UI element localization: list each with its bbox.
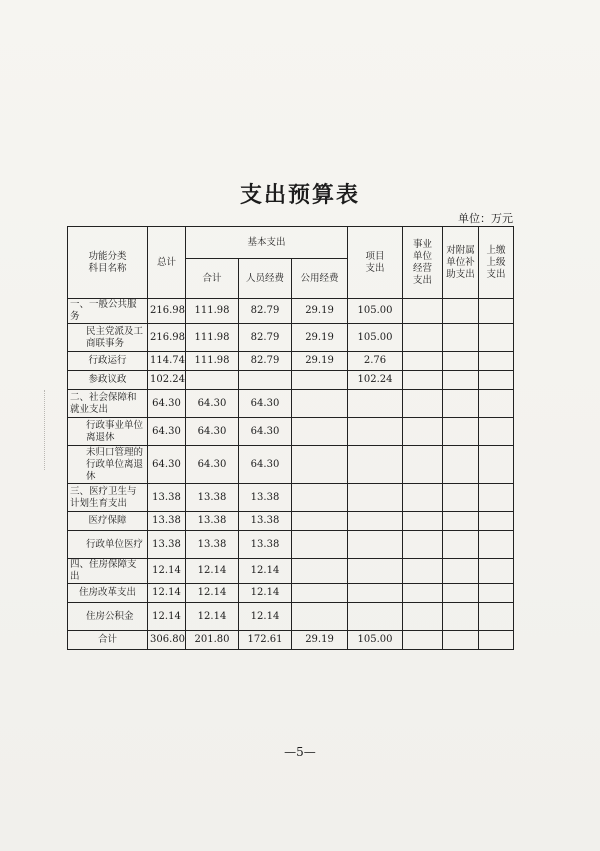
cell-subsidy: [443, 631, 479, 650]
cell-subsidy: [443, 512, 479, 531]
row-category-name: 住房改革支出: [68, 584, 148, 603]
cell-total: 12.14: [148, 603, 186, 631]
cell-personnel: 82.79: [239, 299, 292, 324]
cell-project: [348, 390, 403, 418]
table-row: [68, 584, 514, 603]
cell-total: 12.14: [148, 584, 186, 603]
table-row: [68, 531, 514, 559]
cell-personnel: 13.38: [239, 512, 292, 531]
unit-label: 单位：万元: [458, 212, 513, 225]
cell-public: [292, 484, 348, 512]
cell-enterprise: [403, 631, 443, 650]
cell-subsidy: [443, 324, 479, 352]
row-category-name: 三、医疗卫生与计划生育支出: [68, 484, 148, 512]
table-row: [68, 299, 514, 324]
row-category-name: 合计: [68, 631, 148, 650]
header-public: 公用经费: [292, 259, 348, 299]
cell-project: [348, 418, 403, 446]
cell-total: 102.24: [148, 371, 186, 390]
cell-public: [292, 418, 348, 446]
cell-subsidy: [443, 584, 479, 603]
cell-public: [292, 531, 348, 559]
cell-total: 306.80: [148, 631, 186, 650]
cell-subsidy: [443, 531, 479, 559]
header-subsidy-expenditure: 对附属 单位补 助支出: [443, 227, 479, 299]
cell-upper: [479, 418, 514, 446]
cell-upper: [479, 603, 514, 631]
cell-basic-total: 111.98: [186, 324, 239, 352]
cell-upper: [479, 559, 514, 584]
table-row: [68, 484, 514, 512]
cell-project: 102.24: [348, 371, 403, 390]
cell-total: 12.14: [148, 559, 186, 584]
cell-upper: [479, 631, 514, 650]
cell-upper: [479, 371, 514, 390]
cell-enterprise: [403, 324, 443, 352]
cell-public: [292, 512, 348, 531]
cell-upper: [479, 324, 514, 352]
cell-project: 2.76: [348, 352, 403, 371]
header-category: 功能分类 科目名称: [68, 227, 148, 299]
cell-personnel: 12.14: [239, 603, 292, 631]
cell-project: 105.00: [348, 631, 403, 650]
cell-upper: [479, 531, 514, 559]
cell-public: [292, 390, 348, 418]
table-row: [68, 371, 514, 390]
cell-basic-total: 64.30: [186, 446, 239, 484]
header-basic-expenditure: 基本支出: [186, 227, 348, 259]
cell-personnel: [239, 371, 292, 390]
cell-project: [348, 531, 403, 559]
cell-total: 64.30: [148, 418, 186, 446]
table-row: [68, 446, 514, 484]
expenditure-budget-table: [67, 226, 514, 650]
cell-basic-total: 13.38: [186, 531, 239, 559]
cell-subsidy: [443, 371, 479, 390]
cell-enterprise: [403, 418, 443, 446]
table-row: [68, 390, 514, 418]
cell-personnel: 12.14: [239, 584, 292, 603]
cell-enterprise: [403, 446, 443, 484]
header-project-expenditure: 项目 支出: [348, 227, 403, 299]
cell-project: 105.00: [348, 299, 403, 324]
cell-basic-total: 201.80: [186, 631, 239, 650]
cell-basic-total: 12.14: [186, 584, 239, 603]
cell-subsidy: [443, 418, 479, 446]
cell-upper: [479, 299, 514, 324]
table-row: [68, 418, 514, 446]
cell-personnel: 12.14: [239, 559, 292, 584]
cell-public: 29.19: [292, 352, 348, 371]
cell-enterprise: [403, 352, 443, 371]
header-personnel: 人员经费: [239, 259, 292, 299]
header-upper-expenditure: 上缴 上级 支出: [479, 227, 514, 299]
table-row: [68, 603, 514, 631]
cell-subsidy: [443, 390, 479, 418]
cell-personnel: 64.30: [239, 390, 292, 418]
table-body: [68, 299, 514, 650]
cell-total: 13.38: [148, 531, 186, 559]
cell-project: [348, 559, 403, 584]
row-category-name: 民主党派及工商联事务: [68, 324, 148, 352]
cell-upper: [479, 512, 514, 531]
table-row: [68, 559, 514, 584]
cell-enterprise: [403, 484, 443, 512]
cell-project: [348, 584, 403, 603]
page-number: —5—: [284, 745, 316, 759]
cell-public: [292, 559, 348, 584]
header-basic-total: 合计: [186, 259, 239, 299]
row-category-name: 未归口管理的行政单位离退休: [68, 446, 148, 484]
cell-basic-total: 12.14: [186, 559, 239, 584]
cell-public: 29.19: [292, 324, 348, 352]
cell-enterprise: [403, 512, 443, 531]
cell-total: 64.30: [148, 446, 186, 484]
cell-subsidy: [443, 484, 479, 512]
cell-total: 216.98: [148, 324, 186, 352]
cell-upper: [479, 584, 514, 603]
cell-basic-total: 64.30: [186, 418, 239, 446]
cell-project: [348, 603, 403, 631]
cell-subsidy: [443, 603, 479, 631]
cell-subsidy: [443, 559, 479, 584]
cell-project: [348, 512, 403, 531]
row-category-name: 行政事业单位离退休: [68, 418, 148, 446]
cell-public: 29.19: [292, 631, 348, 650]
table-row: [68, 631, 514, 650]
row-category-name: 医疗保障: [68, 512, 148, 531]
cell-subsidy: [443, 299, 479, 324]
cell-project: [348, 484, 403, 512]
cell-enterprise: [403, 584, 443, 603]
cell-subsidy: [443, 446, 479, 484]
row-category-name: 二、社会保障和就业支出: [68, 390, 148, 418]
cell-enterprise: [403, 531, 443, 559]
cell-project: 105.00: [348, 324, 403, 352]
cell-basic-total: [186, 371, 239, 390]
cell-public: [292, 584, 348, 603]
cell-basic-total: 13.38: [186, 512, 239, 531]
header-enterprise-expenditure: 事业 单位 经营 支出: [403, 227, 443, 299]
cell-upper: [479, 484, 514, 512]
cell-total: 13.38: [148, 512, 186, 531]
row-category-name: 行政运行: [68, 352, 148, 371]
cell-upper: [479, 446, 514, 484]
cell-upper: [479, 390, 514, 418]
cell-basic-total: 13.38: [186, 484, 239, 512]
row-category-name: 行政单位医疗: [68, 531, 148, 559]
cell-personnel: 82.79: [239, 352, 292, 371]
cell-upper: [479, 352, 514, 371]
row-category-name: 一、一般公共服务: [68, 299, 148, 324]
table-row: [68, 512, 514, 531]
cell-personnel: 82.79: [239, 324, 292, 352]
cell-public: [292, 603, 348, 631]
cell-public: [292, 446, 348, 484]
header-total: 总计: [148, 227, 186, 299]
table-row: [68, 352, 514, 371]
cell-basic-total: 64.30: [186, 390, 239, 418]
row-category-name: 住房公积金: [68, 603, 148, 631]
cell-basic-total: 111.98: [186, 352, 239, 371]
cell-basic-total: 111.98: [186, 299, 239, 324]
cell-enterprise: [403, 299, 443, 324]
cell-enterprise: [403, 390, 443, 418]
cell-basic-total: 12.14: [186, 603, 239, 631]
bleed-through-mark: [44, 390, 51, 470]
cell-personnel: 172.61: [239, 631, 292, 650]
row-category-name: 参政议政: [68, 371, 148, 390]
cell-subsidy: [443, 352, 479, 371]
cell-total: 216.98: [148, 299, 186, 324]
cell-total: 13.38: [148, 484, 186, 512]
page-title: 支出预算表: [239, 182, 360, 208]
cell-public: [292, 371, 348, 390]
row-category-name: 四、住房保障支出: [68, 559, 148, 584]
cell-project: [348, 446, 403, 484]
table-row: [68, 324, 514, 352]
cell-total: 64.30: [148, 390, 186, 418]
cell-total: 114.74: [148, 352, 186, 371]
cell-personnel: 13.38: [239, 484, 292, 512]
cell-enterprise: [403, 603, 443, 631]
cell-enterprise: [403, 559, 443, 584]
cell-public: 29.19: [292, 299, 348, 324]
cell-personnel: 64.30: [239, 446, 292, 484]
cell-personnel: 64.30: [239, 418, 292, 446]
cell-enterprise: [403, 371, 443, 390]
cell-personnel: 13.38: [239, 531, 292, 559]
